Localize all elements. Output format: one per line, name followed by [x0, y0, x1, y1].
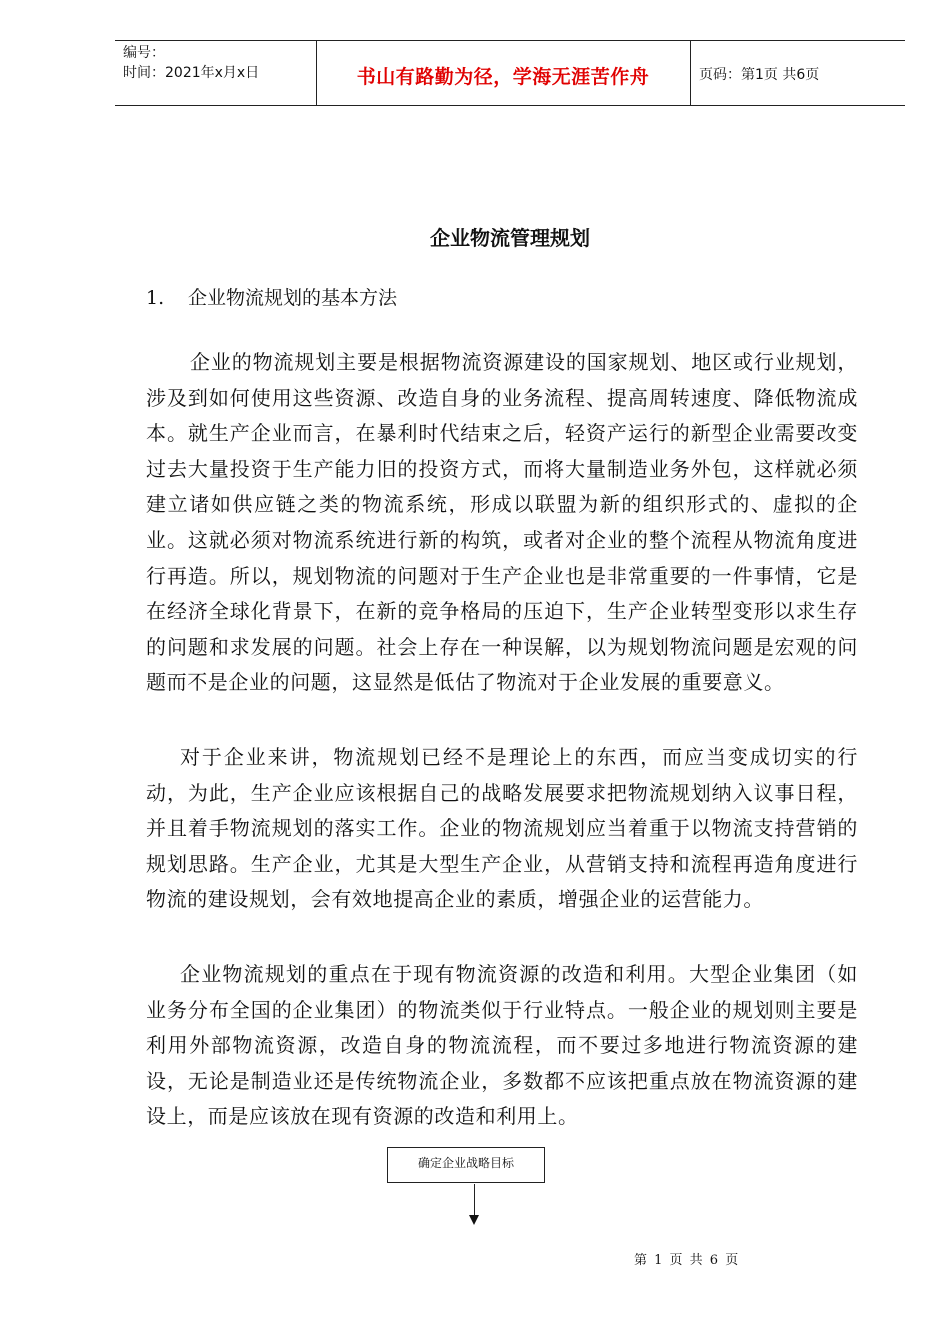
document-number-label: 编号： [123, 45, 165, 61]
header-meta [123, 43, 259, 83]
flowchart-node-strategy-goal: 确定企业战略目标 [387, 1147, 545, 1183]
section-number: 1. [146, 287, 165, 309]
body-paragraph-3: 企业物流规划的重点在于现有物流资源的改造和利用。大型企业集团（如业务分布全国的企业集团）的物流类似于行业特点。一般企业的规划则主要是利用外部物流资源，改造自身的物流流程，而不要过多地进行物流资源的建设，无论是制造业还是传统物流企业，多数都不应该把重点放在物流资源的建设上，而是应该放在现有资源的改造和利用上。 [146, 962, 858, 1129]
section-title: 企业物流规划的基本方法 [188, 287, 398, 309]
page-footer: 第 1 页 共 6 页 [634, 1253, 739, 1268]
header-motto: 书山有路勤为径，学海无涯苦作舟 [356, 66, 650, 88]
body-paragraph-2: 对于企业来讲，物流规划已经不是理论上的东西，而应当变成切实的行动，为此，生产企业应该根据自己的战略发展要求把物流规划纳入议事日程，并且着手物流规划的落实工作。企业的物流规划应当着重于以物流支持营销的规划思路。生产企业，尤其是大型生产企业，从营销支持和流程再造角度进行物流的建设规划，会有效地提高企业的素质，增强企业的运营能力。 [146, 745, 858, 912]
arrow-down-icon [469, 1215, 479, 1225]
section-heading [146, 283, 397, 310]
header-page-info: 页码：第1页 共6页 [699, 67, 820, 83]
header-divider-right [690, 41, 691, 106]
flowchart-connector [474, 1184, 475, 1216]
body-paragraph-1: 企业的物流规划主要是根据物流资源建设的国家规划、地区或行业规划，涉及到如何使用这些资源、改造自身的业务流程、提高周转速度、降低物流成本。就生产企业而言，在暴利时代结束之后，轻资产运行的新型企业需要改变过去大量投资于生产能力旧的投资方式，而将大量制造业务外包，这样就必须建立诸如供应链之类的物流系统，形成以联盟为新的组织形式的、虚拟的企业。这就必须对物流系统进行新的构筑，或者对企业的整个流程从物流角度进行再造。所以，规划物流的问题对于生产企业也是非常重要的一件事情，它是在经济全球化背景下，在新的竞争格局的压迫下，生产企业转型变形以求生存的问题和求发展的问题。社会上存在一种误解，以为规划物流问题是宏观的问题而不是企业的问题，这显然是低估了物流对于企业发展的重要意义。 [146, 350, 858, 695]
document-title: 企业物流管理规划 [430, 226, 590, 250]
document-time-label: 时间：2021年x月x日 [123, 65, 260, 81]
page-header [115, 40, 905, 106]
